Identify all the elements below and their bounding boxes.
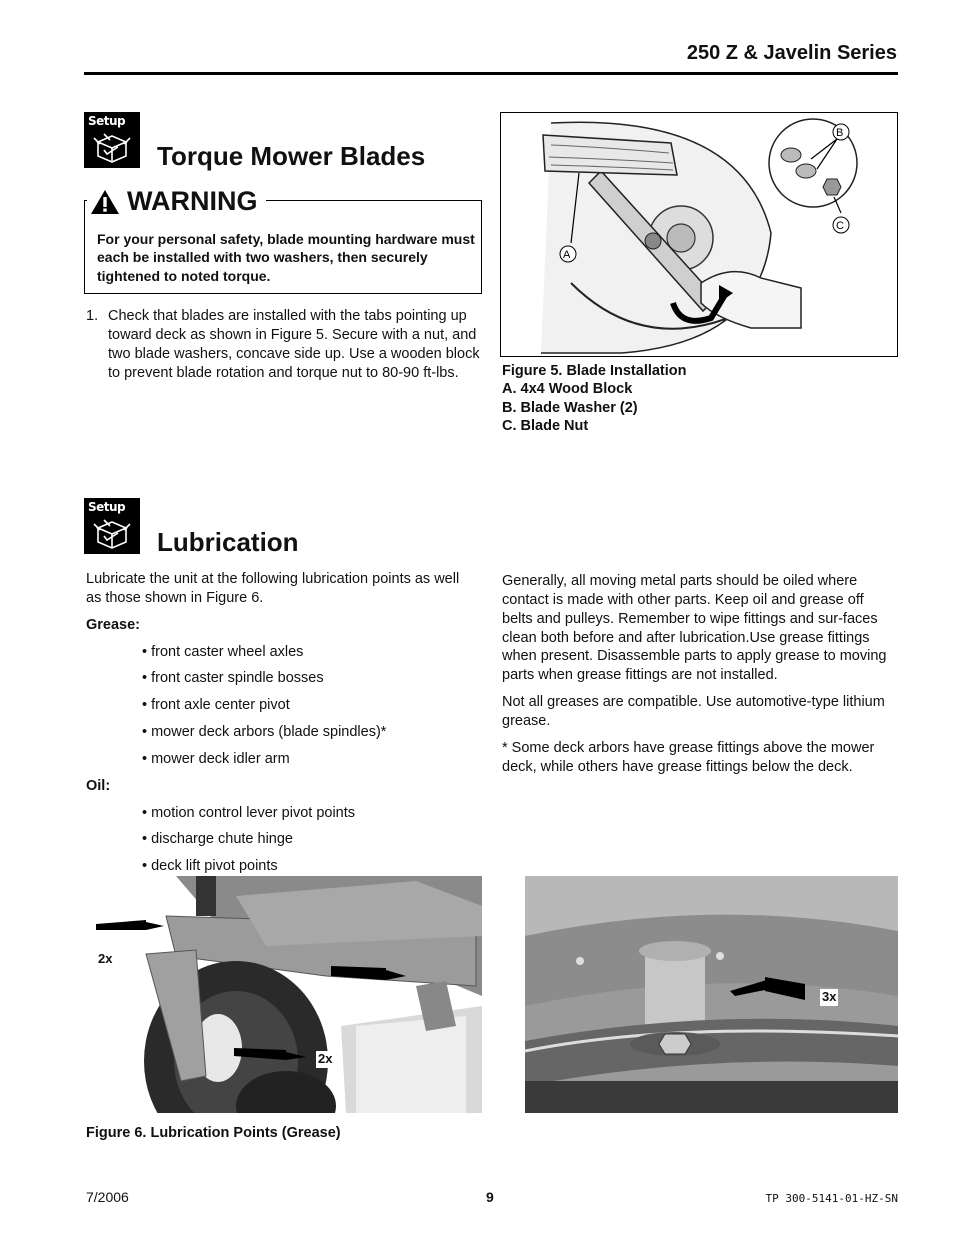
lubrication-paragraph: Not all greases are compatible. Use automotive-type lithium grease. xyxy=(502,694,885,729)
caster-photo xyxy=(86,876,482,1113)
warning-header xyxy=(87,184,266,219)
figure5-item-a: A. 4x4 Wood Block xyxy=(502,381,633,398)
grease-item: • mower deck idler arm xyxy=(142,750,290,767)
grease-item: • front caster wheel axles xyxy=(142,643,304,660)
setup-badge-label: Setup xyxy=(88,114,126,128)
lubrication-paragraph: Generally, all moving metal parts should be oiled where contact is made with other parts. Keep oil and grease off belts and pulleys. Remember to wipe fittings and sur-faces clean both before and after lubrication.Use grease fittings when present. Disassemble parts to apply grease to moving parts when grease fittings are not installed. xyxy=(502,573,887,684)
warning-title: WARNING xyxy=(127,186,258,216)
figure5-item-c: C. Blade Nut xyxy=(502,418,589,435)
callout-b: B xyxy=(836,127,844,139)
figure5-item-b: B. Blade Washer (2) xyxy=(502,399,638,416)
blade-installation-drawing xyxy=(501,113,897,356)
figure5-caption xyxy=(502,362,687,436)
callout-a: A xyxy=(563,249,571,261)
oil-item: • discharge chute hinge xyxy=(142,831,293,848)
step-text: Check that blades are installed with the tabs pointing up toward deck as shown in Figure 5. Secure with a nut, and two blade washers, concave side up. Use a wooden block to prevent blade rotation and torque nut to 80-90 ft-lbs. xyxy=(108,308,480,381)
section-title-torque: Torque Mower Blades xyxy=(157,141,426,171)
arbor-photo xyxy=(525,876,898,1113)
figure6-caption: Figure 6. Lubrication Points (Grease) xyxy=(86,1125,341,1141)
grease-item: • front caster spindle bosses xyxy=(142,670,324,687)
oil-item: • deck lift pivot points xyxy=(142,858,278,875)
oil-item: • motion control lever pivot points xyxy=(142,804,356,821)
warning-triangle-icon xyxy=(89,188,121,216)
lubrication-intro: Lubricate the unit at the following lubrication points as well as those shown in Figure 6. xyxy=(86,571,460,606)
callout-c: C xyxy=(836,220,844,232)
section-title-lubrication: Lubrication xyxy=(157,527,299,557)
header-rule xyxy=(84,72,898,75)
setup-badge-label: Setup xyxy=(88,500,126,514)
grease-label: Grease: xyxy=(86,616,141,633)
lubrication-paragraph: * Some deck arbors have grease fittings above the mower deck, while others have grease fittings below the deck. xyxy=(502,739,875,775)
grease-item: • mower deck arbors (blade spindles)* xyxy=(142,724,387,741)
figure5-title: Figure 5. Blade Installation xyxy=(502,363,687,379)
figure6-photo-caster xyxy=(86,876,482,1113)
box-icon xyxy=(92,516,132,550)
grease-point-label: 2x xyxy=(98,951,113,966)
warning-text: For your personal safety, blade mounting hardware must each be installed with two washers, then securely tightened to noted torque. xyxy=(97,231,475,284)
oil-label: Oil: xyxy=(86,777,111,794)
figure5-illustration xyxy=(500,112,898,357)
grease-point-label: 3x xyxy=(822,989,837,1004)
setup-badge xyxy=(84,498,140,554)
grease-point-label: 2x xyxy=(318,1051,333,1066)
footer-date: 7/2006 xyxy=(86,1189,129,1205)
step-1 xyxy=(86,307,486,382)
header-title: 250 Z & Javelin Series xyxy=(686,42,897,64)
box-icon xyxy=(92,130,132,164)
footer-doc-number: TP 300-5141-01-HZ-SN xyxy=(765,1192,898,1205)
figure6-photo-arbor xyxy=(525,876,898,1113)
step-number: 1. xyxy=(86,308,99,324)
lubrication-left-column xyxy=(86,570,471,884)
page-number: 9 xyxy=(486,1189,494,1205)
grease-item: • front axle center pivot xyxy=(142,697,290,714)
lubrication-right-column xyxy=(502,572,898,784)
setup-badge xyxy=(84,112,140,168)
